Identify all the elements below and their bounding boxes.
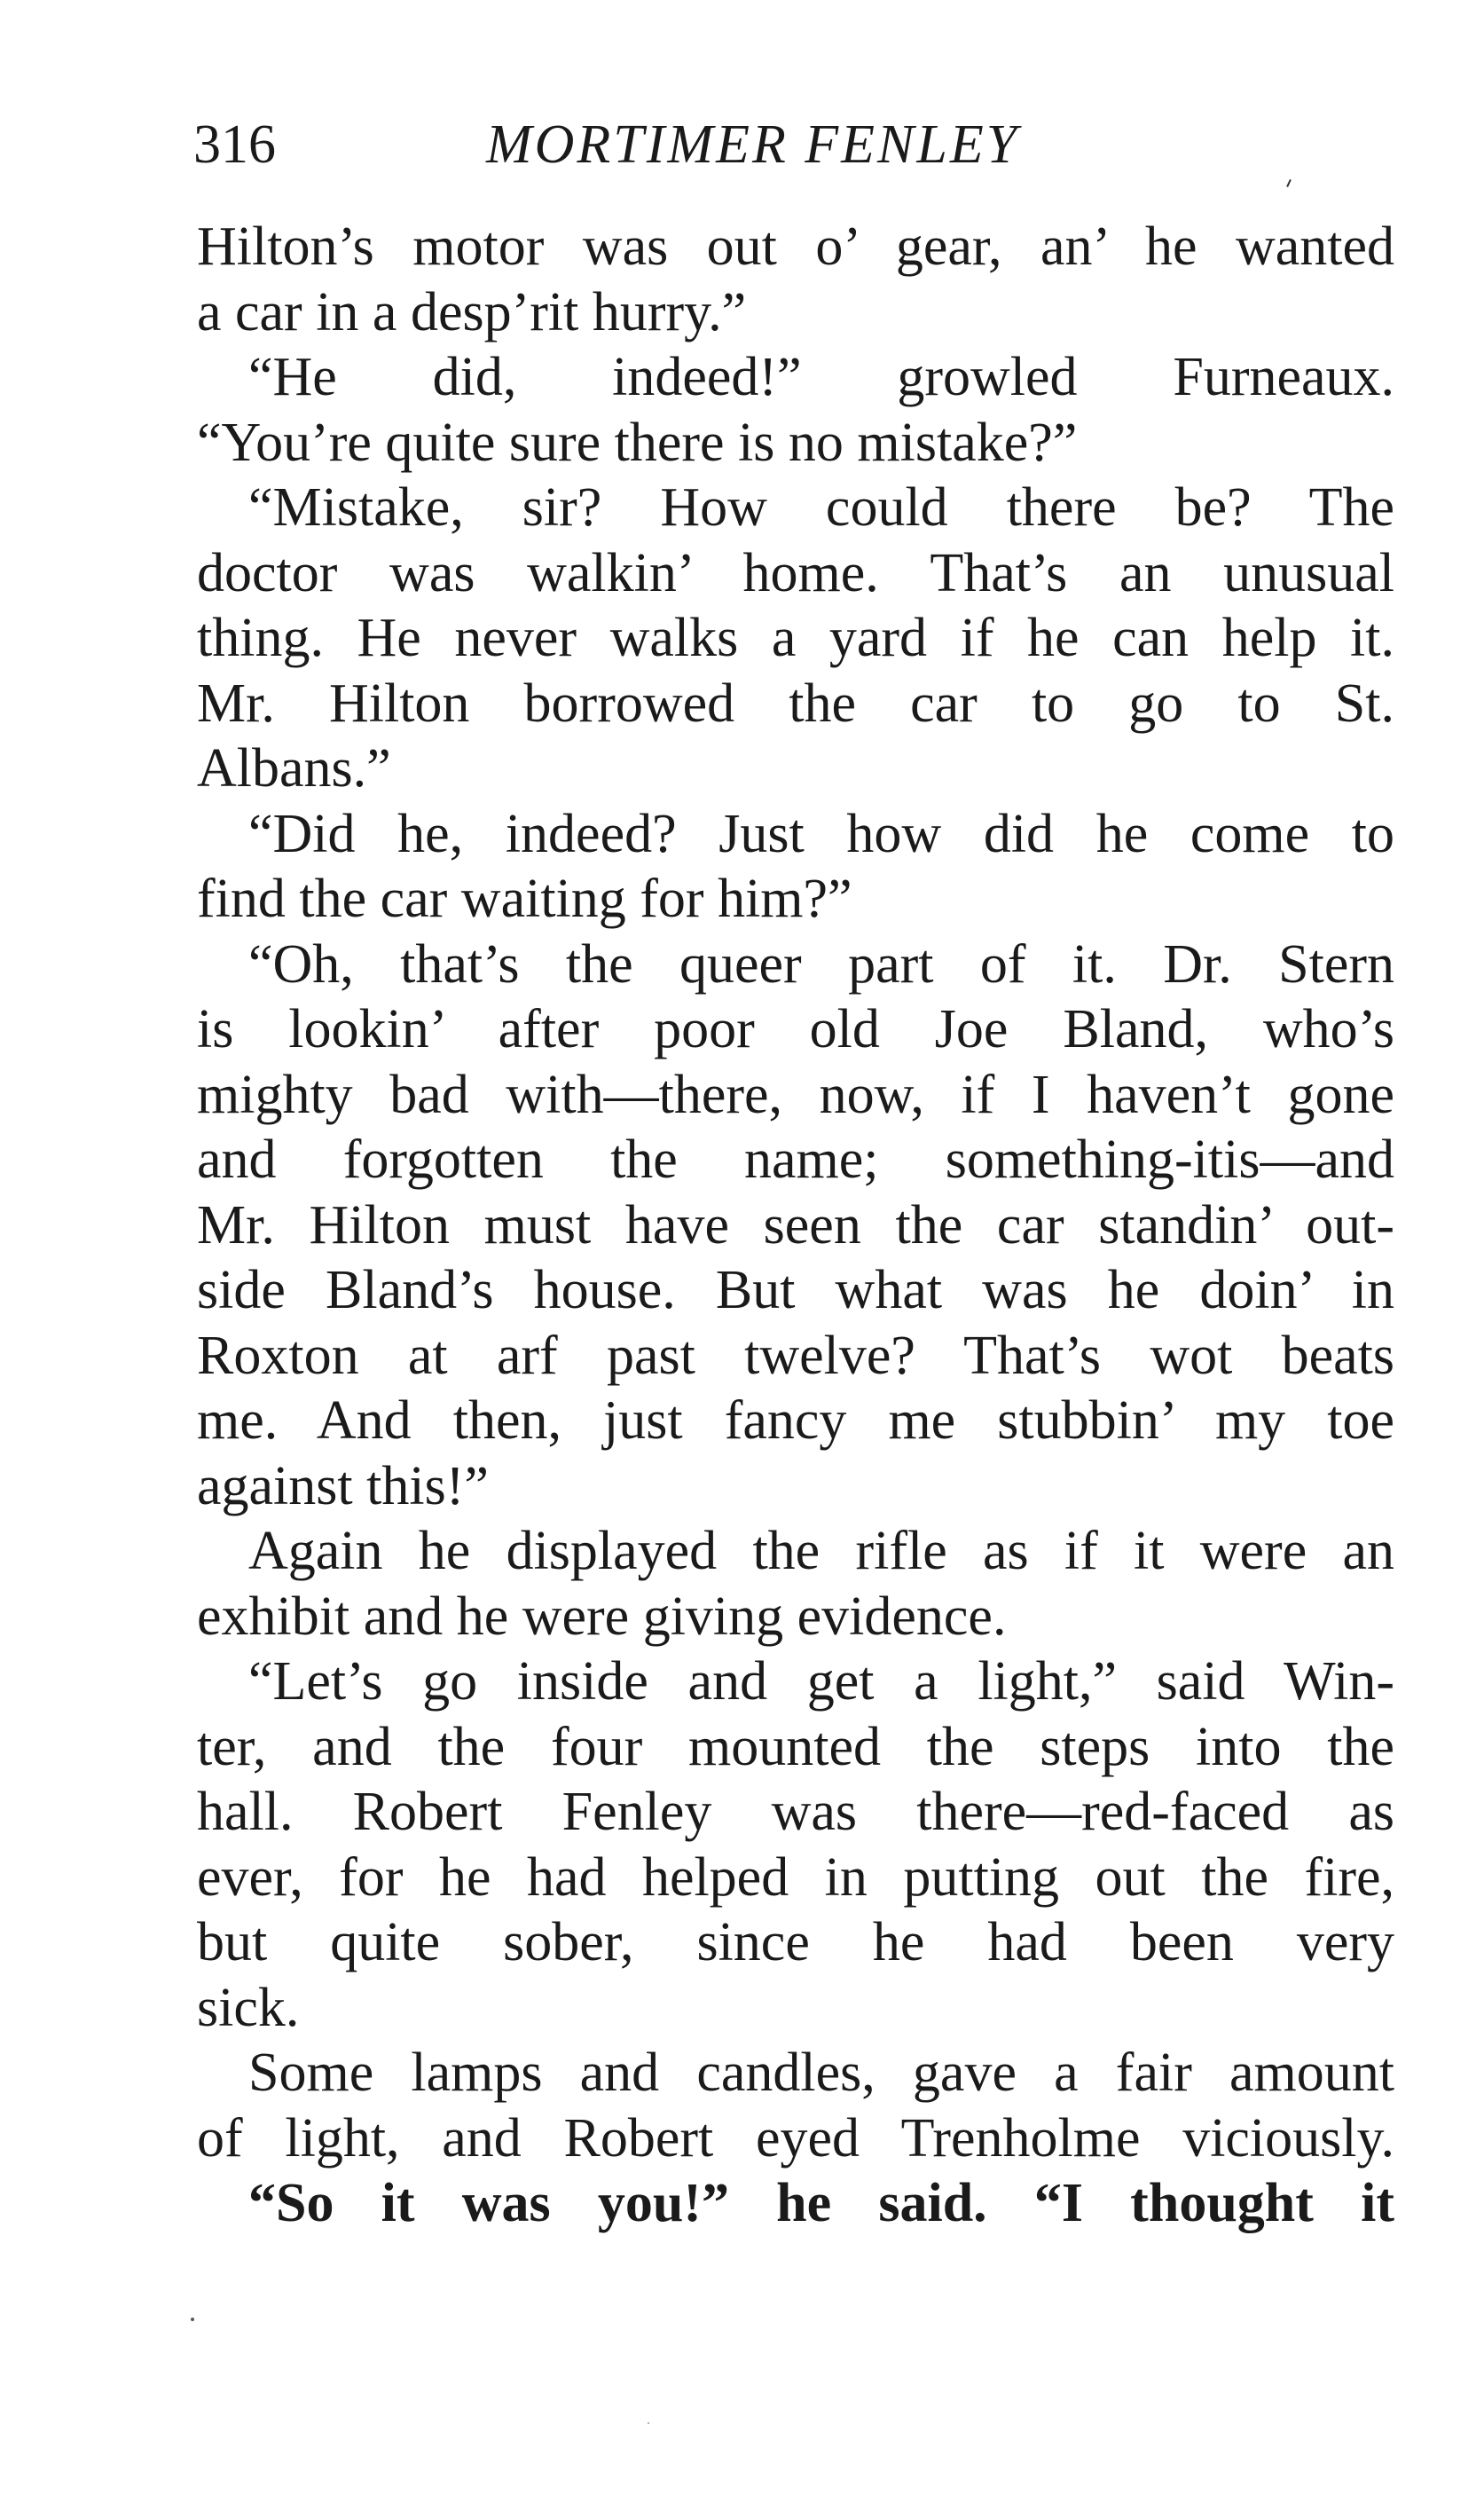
text-line: sick.: [197, 1977, 300, 2038]
text-line: “He did, indeed!” growled Furneaux.: [248, 347, 1394, 407]
text-line: ever, for he had helped in putting out the fire,: [197, 1846, 1394, 1908]
text-line: Mr. Hilton borrowed the car to go to St.: [197, 673, 1394, 734]
text-line: thing. He never walks a yard if he can help it.: [197, 608, 1394, 668]
running-title: MORTIMER FENLEY: [486, 114, 1020, 175]
text-line: “Did he, indeed? Just how did he come to: [248, 803, 1394, 864]
text-line: a car in a desp’rit hurry.”: [197, 281, 747, 342]
text-line: “Let’s go inside and get a light,” said Win-: [248, 1651, 1394, 1712]
text-line: but quite sober, since he had been very: [197, 1912, 1394, 1972]
text-line: doctor was walkin’ home. That’s an unusual: [197, 542, 1394, 603]
ink-speck: [1286, 179, 1292, 187]
text-line: Some lamps and candles, gave a fair amount: [248, 2043, 1394, 2103]
text-line: Roxton at arf past twelve? That’s wot beats: [197, 1325, 1394, 1386]
text-line: is lookin’ after poor old Joe Bland, who’s: [197, 999, 1394, 1059]
page-number: 316: [193, 114, 276, 175]
page-header: [193, 114, 1400, 185]
text-line: of light, and Robert eyed Trenholme viciously.: [197, 2107, 1394, 2169]
ink-speck: [191, 2318, 194, 2321]
text-line: find the car waiting for him?”: [197, 869, 852, 929]
text-line: me. And then, just fancy me stubbin’ my toe: [197, 1390, 1394, 1451]
text-line: mighty bad with—there, now, if I haven’t gone: [197, 1064, 1394, 1125]
text-line: against this!”: [197, 1455, 489, 1516]
text-line: and forgotten the name; something-itis—and: [197, 1130, 1394, 1190]
body-text: [197, 215, 1394, 2237]
text-line: exhibit and he were giving evidence.: [197, 1586, 1007, 1647]
text-line: Hilton’s motor was out o’ gear, an’ he wanted: [197, 216, 1394, 277]
text-line: “You’re quite sure there is no mistake?”: [197, 412, 1078, 473]
text-line: “Mistake, sir? How could there be? The: [248, 477, 1394, 538]
ink-speck: [648, 2422, 649, 2424]
text-line: “Oh, that’s the queer part of it. Dr. Stern: [248, 933, 1394, 995]
text-line: “So it was you!” he said. “I thought it: [248, 2173, 1394, 2233]
text-line: hall. Robert Fenley was there—red-faced as: [197, 1782, 1394, 1842]
text-line: Again he displayed the rifle as if it were an: [248, 1521, 1394, 1581]
text-line: ter, and the four mounted the steps into the: [197, 1716, 1394, 1777]
text-line: Albans.”: [197, 738, 391, 799]
text-line: Mr. Hilton must have seen the car standin’ out-: [197, 1194, 1394, 1256]
text-line: side Bland’s house. But what was he doin’ in: [197, 1260, 1394, 1320]
